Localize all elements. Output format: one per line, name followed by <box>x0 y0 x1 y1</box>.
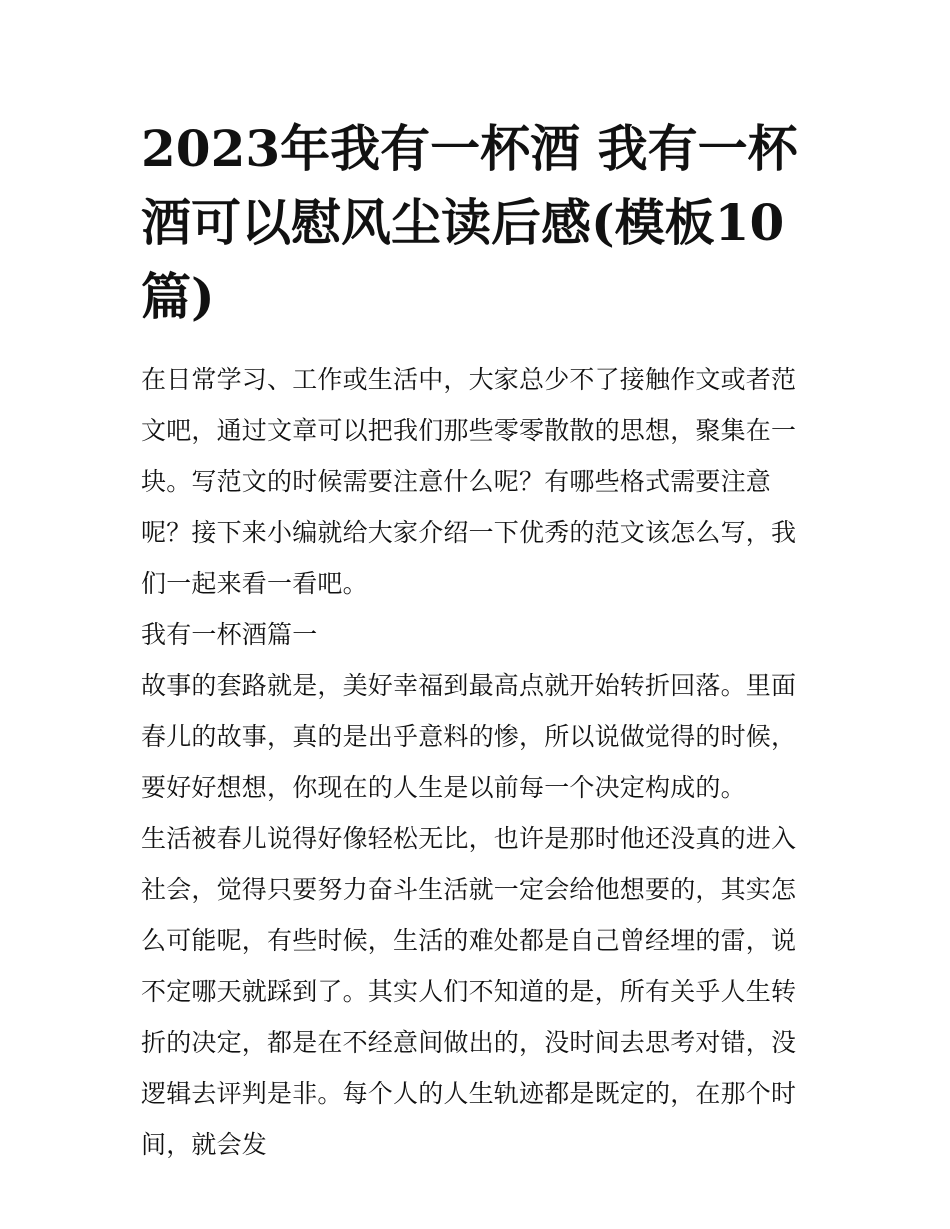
section-heading: 我有一杯酒篇一 <box>141 620 318 649</box>
document-page <box>141 112 821 1170</box>
body-paragraph: 生活被春儿说得好像轻松无比，也许是那时他还没真的进入社会，觉得只要努力奋斗生活就一定会给他想要的，其实怎么可能呢，有些时候，生活的难处都是自己曾经埋的雷，说不定哪天就踩到了。其实人们不知道的是，所有关乎人生转折的决定，都是在不经意间做出的，没时间去思考对错，没逻辑去评判是非。每个人的人生轨迹都是既定的，在那个时间，就会发 <box>141 824 797 1159</box>
intro-paragraph: 在日常学习、工作或生活中，大家总少不了接触作文或者范文吧，通过文章可以把我们那些零零散散的思想，聚集在一块。写范文的时候需要注意什么呢？有哪些格式需要注意呢？接下来小编就给大家介绍一下优秀的范文该怎么写，我们一起来看一看吧。 <box>141 365 797 598</box>
document-title: 2023年我有一杯酒 我有一杯酒可以慰风尘读后感(模板10篇) <box>141 119 798 326</box>
body-paragraph: 故事的套路就是，美好幸福到最高点就开始转折回落。里面春儿的故事，真的是出乎意料的惨，所以说做觉得的时候，要好好想想，你现在的人生是以前每一个决定构成的。 <box>141 671 797 802</box>
